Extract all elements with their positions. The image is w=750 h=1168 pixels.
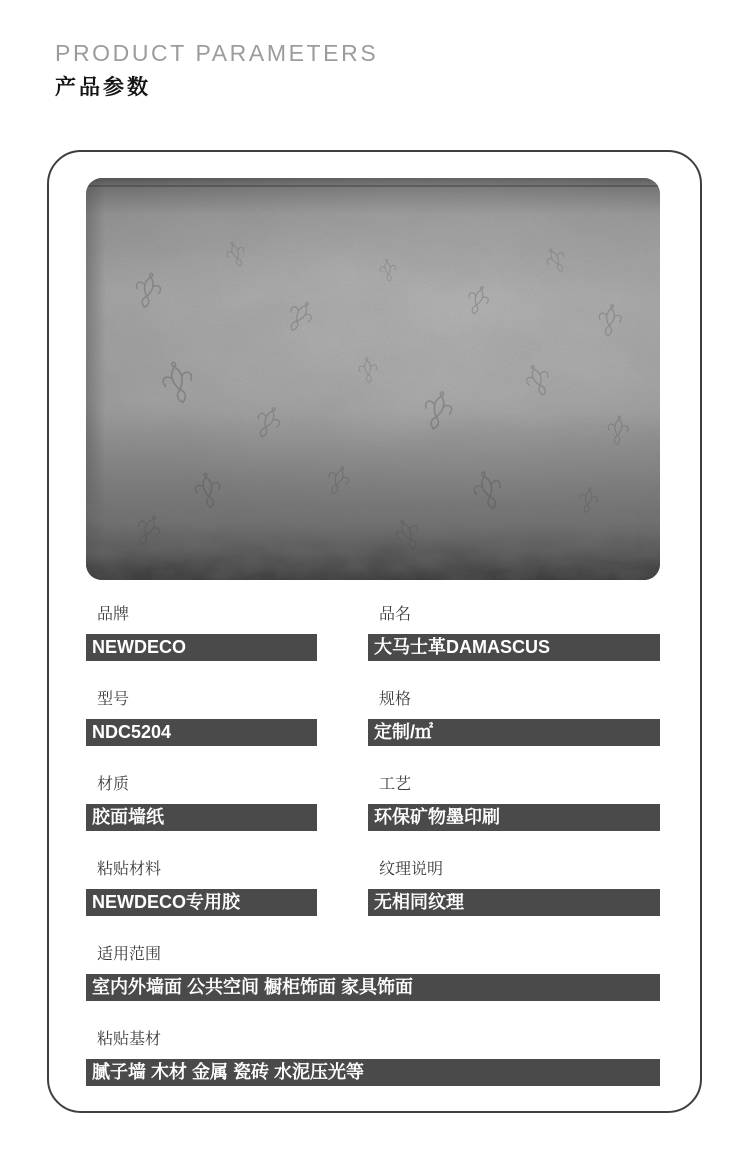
param-adhesive-material-label: 粘贴材料 <box>97 861 162 878</box>
param-brand-value: NEWDECO <box>86 634 317 661</box>
param-product-name-label: 品名 <box>379 606 412 623</box>
param-application-range-label: 适用范围 <box>97 946 162 963</box>
param-substrate <box>86 1032 660 1086</box>
param-material <box>86 777 317 831</box>
wallpaper-texture-graphic <box>86 178 660 580</box>
param-model <box>86 692 317 746</box>
parameter-list <box>86 607 660 1086</box>
param-spec-label: 规格 <box>379 691 412 708</box>
product-image <box>86 178 660 580</box>
param-application-range-value: 室内外墙面 公共空间 橱柜饰面 家具饰面 <box>86 974 660 1001</box>
param-model-label: 型号 <box>97 691 130 708</box>
param-brand-label: 品牌 <box>97 606 130 623</box>
param-product-name <box>368 607 660 661</box>
param-substrate-value: 腻子墙 木材 金属 瓷砖 水泥压光等 <box>86 1059 660 1086</box>
param-substrate-label: 粘贴基材 <box>97 1031 162 1048</box>
param-product-name-value: 大马士革DAMASCUS <box>368 634 660 661</box>
param-material-label: 材质 <box>97 776 130 793</box>
spec-card <box>47 150 702 1113</box>
param-craft-label: 工艺 <box>379 776 412 793</box>
param-brand <box>86 607 317 661</box>
param-texture-note-label: 纹理说明 <box>379 861 444 878</box>
page-title-en: PRODUCT PARAMETERS <box>55 40 379 66</box>
param-texture-note <box>368 862 660 916</box>
param-adhesive-material-value: NEWDECO专用胶 <box>86 889 317 916</box>
param-craft-value: 环保矿物墨印刷 <box>368 804 660 831</box>
param-material-value: 胶面墙纸 <box>86 804 317 831</box>
param-texture-note-value: 无相同纹理 <box>368 889 660 916</box>
param-application-range <box>86 947 660 1001</box>
param-adhesive-material <box>86 862 317 916</box>
page-header <box>55 41 378 99</box>
param-spec-value: 定制/㎡ <box>368 719 660 746</box>
param-spec <box>368 692 660 746</box>
param-model-value: NDC5204 <box>86 719 317 746</box>
param-craft <box>368 777 660 831</box>
page-title-zh: 产品参数 <box>55 76 151 100</box>
